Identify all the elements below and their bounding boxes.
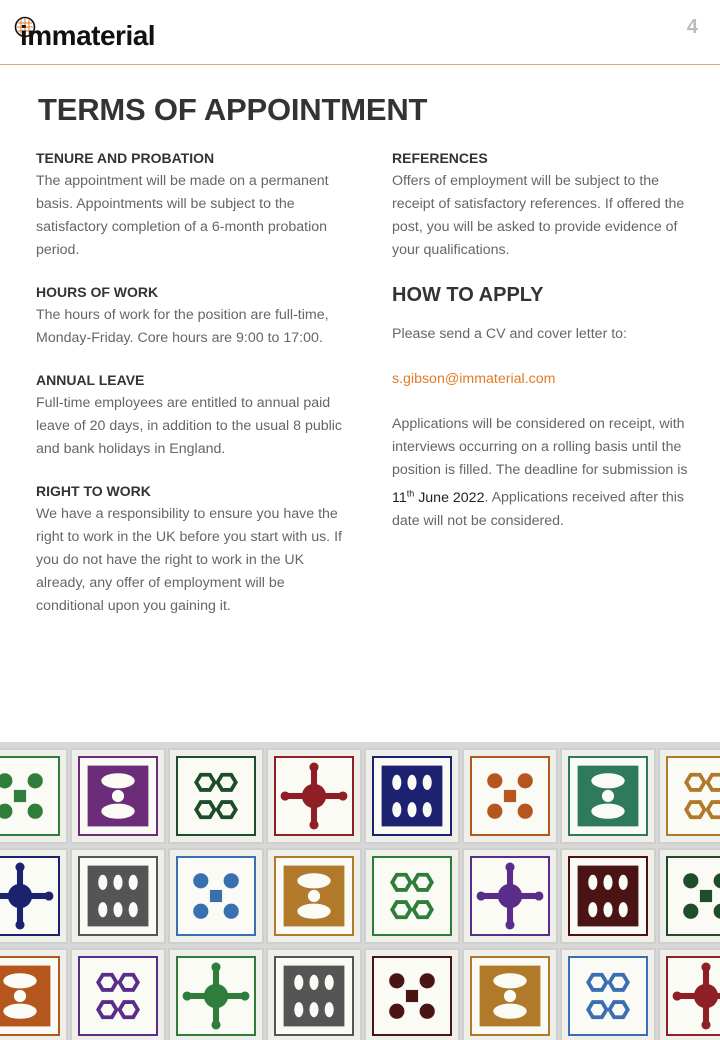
deadline-date [392,490,484,506]
decorative-tile [658,948,720,1040]
decorative-tile [364,948,460,1040]
logo-wordmark: immaterial [20,20,156,51]
decorative-tile [266,748,362,844]
decorative-tile [168,748,264,844]
decorative-tile [462,848,558,944]
deadline-day: 11 [392,489,407,506]
decorative-tile-pattern [0,742,720,1040]
left-column [36,150,346,640]
section-tenure [36,150,346,262]
decorative-tile [364,848,460,944]
section-references [392,150,702,262]
apply-text-before-date: Applications will be considered on receipt, with interviews occurring on a rolling basis until the position is filled. The deadline for submission is [392,416,688,478]
page-title: TERMS OF APPOINTMENT [38,92,428,127]
section-body: Full-time employees are entitled to annual paid leave of 20 days, in addition to the usual 8 public and bank holidays in England. [36,395,343,457]
section-right-to-work [36,483,346,618]
right-column [392,150,702,555]
how-to-apply-heading: HOW TO APPLY [392,284,544,306]
decorative-tile [364,748,460,844]
decorative-tile [0,848,68,944]
deadline-day-suffix: th [406,488,415,498]
decorative-tile [168,948,264,1040]
decorative-tile [0,948,68,1040]
page-header [0,0,720,65]
decorative-tile [70,748,166,844]
decorative-tile [0,748,68,844]
decorative-tile [560,848,656,944]
apply-email-link[interactable]: s.gibson@immaterial.com [392,371,556,387]
deadline-month-year: June 2022 [414,489,485,506]
apply-text-after-date: . Applications received after this date will not be considered. [392,489,684,529]
section-hours [36,284,346,350]
page-number: 4 [686,16,698,38]
section-body: We have a responsibility to ensure you have the right to work in the UK before you start with us. If you do not have the right to work in the UK already, any offer of employment will be conditional upon you gaining it. [36,506,342,614]
decorative-tile [168,848,264,944]
section-heading: ANNUAL LEAVE [36,372,145,388]
decorative-tile [560,948,656,1040]
section-heading: RIGHT TO WORK [36,483,151,499]
decorative-tile [462,748,558,844]
section-annual-leave [36,372,346,461]
section-heading: HOURS OF WORK [36,284,159,300]
section-body: The appointment will be made on a permanent basis. Appointments will be subject to the satisfactory completion of a 6-month probation period. [36,173,329,258]
section-heading: REFERENCES [392,150,488,166]
decorative-tile [266,848,362,944]
apply-intro: Please send a CV and cover letter to: [392,326,628,342]
decorative-tile [70,848,166,944]
apply-details [392,413,702,533]
decorative-tile [658,748,720,844]
decorative-tile [560,748,656,844]
decorative-tile [266,948,362,1040]
section-body: Offers of employment will be subject to the receipt of satisfactory references. If offered the post, you will be asked to provide evidence of your qualifications. [392,173,685,258]
decorative-tile [658,848,720,944]
apply-email-line [392,368,702,391]
decorative-tile [70,948,166,1040]
section-heading: TENURE AND PROBATION [36,150,215,166]
section-body: The hours of work for the position are full-time, Monday-Friday. Core hours are 9:00 to 17:00. [36,307,329,346]
decorative-tile [462,948,558,1040]
